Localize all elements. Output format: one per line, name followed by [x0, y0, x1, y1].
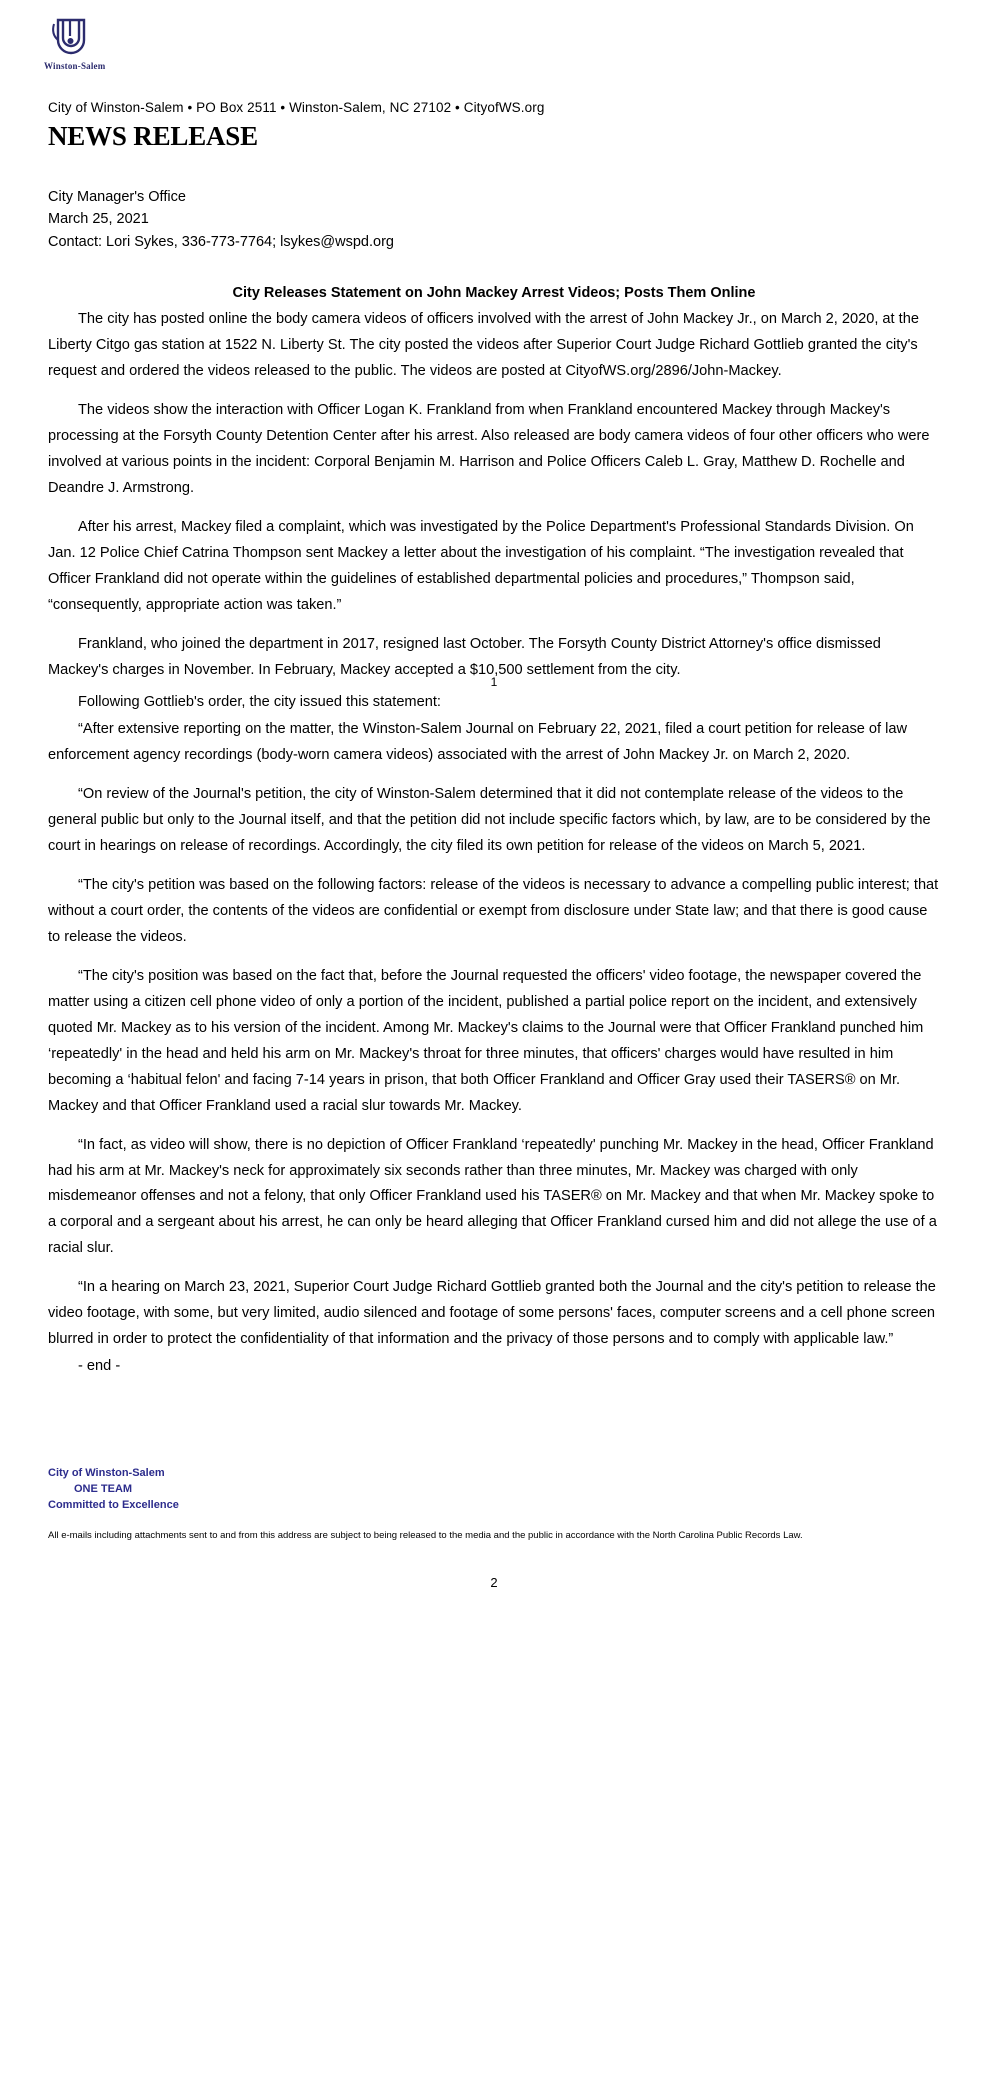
paragraph: “In a hearing on March 23, 2021, Superior Court Judge Richard Gottlieb granted both the Journal and the city's petition to release the video footage, with some, but very limited, audio silenced and footage of some persons' faces, computer screens and a cell phone screen blurred in order to protect the confidentiality of that information and the privacy of those persons and to comply with applicable law.”	[48, 1279, 936, 1348]
paragraph: The city has posted online the body camera videos of officers involved with the arrest of John Mackey Jr., on March 2, 2020, at the Liberty Citgo gas station at 1522 N. Liberty St. The city posted the videos after Superior Court Judge Richard Gottlieb granted the city's request and ordered the videos released to the public. The videos are posted at CityofWS.org/2896/John-Mackey.	[48, 311, 919, 380]
logo-wordmark: Winston-Salem	[44, 61, 106, 71]
signature-block	[48, 1466, 954, 1514]
signature-line-3: Committed to Excellence	[48, 1499, 179, 1512]
meta-office: City Manager's Office	[48, 189, 186, 205]
paragraph: “After extensive reporting on the matter, the Winston-Salem Journal on February 22, 2021, filed a court petition for release of law enforcement agency recordings (body-worn camera videos) associated with the arrest of John Mackey Jr. on March 2, 2020.	[48, 720, 908, 763]
signature-line-1: City of Winston-Salem	[48, 1467, 165, 1480]
paragraph: After his arrest, Mackey filed a complaint, which was investigated by the Police Department's Professional Standards Division. On Jan. 12 Police Chief Catrina Thompson sent Mackey a letter about the investigation of his complaint. “The investigation revealed that Officer Frankland did not operate within the guidelines of established departmental policies and procedures,” Thompson said, “consequently, appropriate action was taken.”	[48, 519, 914, 614]
paragraph: “On review of the Journal's petition, the city of Winston-Salem determined that it did not contemplate release of the videos to the general public but only to the Journal itself, and that the petition did not include specific factors which, by law, are to be considered by the court in hearings on release of recordings. Accordingly, the city filed its own petition for release of the videos on March 5, 2021.	[48, 785, 931, 854]
meta-contact: Contact: Lori Sykes, 336-773-7764; lsykes@wspd.org	[48, 233, 394, 250]
release-meta	[48, 186, 954, 253]
signature-line-2: ONE TEAM	[74, 1483, 133, 1496]
address-line: City of Winston-Salem • PO Box 2511 • Winston-Salem, NC 27102 • CityofWS.org	[48, 100, 545, 115]
paragraph: Frankland, who joined the department in 2017, resigned last October. The Forsyth County District Attorney's office dismissed Mackey's charges in November. In February, Mackey accepted a $10,500 settlement from the city.	[48, 636, 881, 679]
paragraph: “The city's petition was based on the following factors: release of the videos is necessary to advance a compelling public interest; that without a court order, the contents of the videos are confidential or exempt from disclosure under State law; and that there is good cause to release the videos.	[48, 876, 939, 945]
end-marker: - end -	[78, 1358, 121, 1375]
page-number: 2	[490, 1574, 498, 1590]
paragraph: “In fact, as video will show, there is no depiction of Officer Frankland ‘repeatedly' punching Mr. Mackey in the head, Officer Frankland had his arm at Mr. Mackey's neck for approximately six seconds rather than three minutes, Mr. Mackey was charged with only misdemeanor offenses and not a felony, that only Officer Frankland used his TASER® on Mr. Mackey and that when Mr. Mackey spoke to a corporal and a sergeant about his arrest, he can only be heard alleging that Officer Frankland cursed him and did not allege the use of a racial slur.	[48, 1136, 937, 1257]
email-disclaimer: All e-mails including attachments sent to and from this address are subject to being released to the media and the public in accordance with the North Carolina Public Records Law.	[48, 1530, 803, 1542]
footnote-marker: 1	[490, 675, 498, 689]
meta-date: March 25, 2021	[48, 211, 149, 228]
headline: City Releases Statement on John Mackey Arrest Videos; Posts Them Online	[232, 285, 756, 302]
paragraph: Following Gottlieb's order, the city issued this statement:	[78, 694, 441, 710]
logo-block	[34, 0, 954, 86]
city-seal-icon	[48, 18, 94, 60]
body-text	[34, 307, 954, 1380]
paragraph: The videos show the interaction with Officer Logan K. Frankland from when Frankland encountered Mackey through Mackey's processing at the Forsyth County Detention Center after his arrest. Also released are body camera videos of four other officers who were involved at various points in the incident: Corporal Benjamin M. Harrison and Police Officers Caleb L. Gray, Matthew D. Rochelle and Deandre J. Armstrong.	[48, 402, 930, 497]
paragraph: “The city's position was based on the fact that, before the Journal requested the officers' video footage, the newspaper covered the matter using a citizen cell phone video of only a portion of the incident, published a partial police report on the incident, and extensively quoted Mr. Mackey as to his version of the incident. Among Mr. Mackey's claims to the Journal were that Officer Frankland punched him ‘repeatedly' in the head and held his arm on Mr. Mackey's throat for three minutes, that officers' charges would have resulted in him becoming a ‘habitual felon' and facing 7-14 years in prison, that both Officer Frankland and Officer Gray used their TASERS® on Mr. Mackey and that Officer Frankland used a racial slur towards Mr. Mackey.	[48, 967, 924, 1114]
page-title: NEWS RELEASE	[48, 121, 258, 151]
